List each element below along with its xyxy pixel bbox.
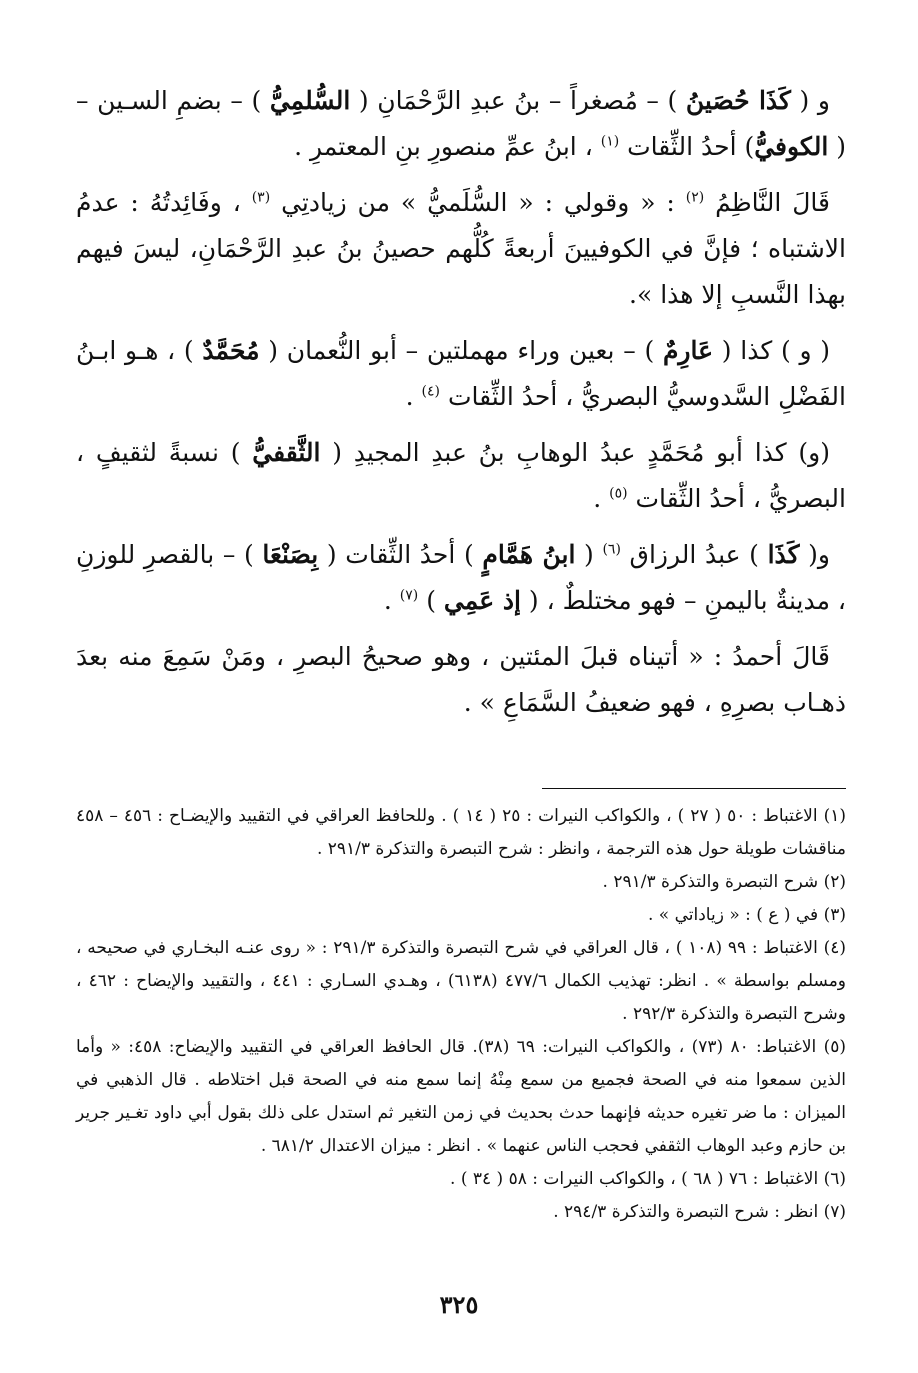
bold-term: الكوفيُّ — [754, 132, 829, 161]
text-run: ) — [418, 586, 444, 615]
footnote-6: (٦) الاغتباط : ٧٦ ( ٦٨ ) ، والكواكب النيرات : ٥٨ ( ٣٤ ) . — [450, 1169, 846, 1189]
main-text — [76, 78, 846, 736]
paragraph-5 — [76, 532, 846, 624]
footnote-ref: (٦) — [602, 541, 621, 558]
footnote-ref: (٥) — [609, 485, 628, 502]
footnote-3: (٣) في ( ع ) : « زياداتي » . — [648, 905, 846, 925]
paragraph-4 — [76, 430, 846, 522]
text-run: ) أحدُ الثِّقات — [619, 132, 755, 161]
footnote-ref: (١) — [600, 133, 620, 150]
text-run: ) – بالقصرِ للوزنِ ، مدينةٌ باليمنِ – فهو مختلطٌ ، ( — [76, 540, 846, 615]
text-run: و ( — [790, 86, 830, 115]
footnote-2: (٢) شرح التبصرة والتذكرة ٢٩١/٣ . — [602, 872, 846, 892]
bold-term: بِصَنْعَا — [262, 540, 319, 569]
paragraph-6 — [76, 634, 846, 726]
text-run: ) – بعين وراء مهملتين – أبو النُّعمان ( — [259, 336, 663, 365]
bold-term: إذ عَمِي — [443, 586, 521, 615]
footnote-ref: (٣) — [251, 189, 271, 206]
footnote-4: (٤) الاغتباط : ٩٩ (١٠٨ ) ، قال العراقي في شرح التبصرة والتذكرة ٢٩١/٣ : « روى عنـه البخـاري في صحيحه ، ومسلم بواسطة » . انظر: تهذيب الكمال ٤٧٧/٦ (٦١٣٨) ، وهـدي السـاري : ٤٤١ ، والتقييد والإيضاح : ٤٦٢ ، وشرح التبصرة والتذكرة ٢٩٢/٣ . — [76, 938, 847, 1024]
text-run: ( — [575, 540, 603, 569]
bold-term: كَذَا — [767, 540, 800, 569]
text-run: ) نسبةً لثقيفٍ ، البصريُّ ، أحدُ الثِّقات — [76, 438, 846, 513]
paragraph-2 — [76, 180, 846, 318]
footnote-7: (٧) انظر : شرح التبصرة والتذكرة ٢٩٤/٣ . — [553, 1202, 846, 1222]
text-run: ، وفَائِدتُهُ : عدمُ الاشتباه ؛ فإنَّ في الكوفيينَ أربعةً كُلُّهم حصينُ بنُ عبدِ الرَّحْمَانِ، ليسَ فيهم بهذا النَّسبِ إلا هذا ». — [76, 188, 846, 309]
footnote-separator — [542, 788, 846, 789]
text-run: . — [405, 382, 422, 411]
text-run: : « وقولي : « السُّلَميُّ » من زيادتِي — [270, 188, 686, 217]
bold-term: كَذَا حُصَينُ — [685, 86, 791, 115]
text-run: . — [383, 586, 400, 615]
text-run: ، ابنُ عمِّ منصورِ بنِ المعتمرِ . — [294, 132, 601, 161]
text-run: قَالَ النَّاظِمُ — [704, 188, 830, 217]
bold-term: ابنُ هَمَّامٍ — [482, 540, 576, 569]
bold-term: عَارِمٌ — [662, 336, 714, 365]
text-run: ) عبدُ الرزاق — [620, 540, 768, 569]
page-number: ٣٢٥ — [439, 1290, 479, 1319]
footnote-5: (٥) الاغتباط: ٨٠ (٧٣) ، والكواكب النيرات: ٦٩ (٣٨). قال الحافظ العراقي في التقييد والإيضاح: ٤٥٨: « وأما الذين سمعوا منه في الصحة فجميع من سمع مِنْهُ إنما سمع منه في الصحة قبل اختلاطه . قال الذهبي في الميزان : ما ضر تغيره حديثه فإنهما حدث بحديث في زمن التغير ثم استدل على ذلك بقول أبي داود تغـير جرير بن حازم وعبد الوهاب الثقفي فحجب الناس عنهما » . انظر : ميزان الاعتدال ٦٨١/٢ . — [76, 1037, 847, 1156]
text-run: و( — [799, 540, 831, 569]
text-run: . — [593, 484, 610, 513]
text-run: قَالَ أحمدُ : « أتيناه قبلَ المئتين ، وهو صحيحُ البصرِ ، ومَنْ سَمِعَ منه بعدَ ذهـاب بصرِهِ ، فهو ضعيفُ السَّمَاعِ » . — [76, 642, 846, 717]
text-run: ) – بضمِ السـين – ( — [76, 86, 846, 161]
text-run: ) أحدُ الثِّقات ( — [318, 540, 483, 569]
text-run: ) ، هـو ابـنُ الفَضْلِ السَّدوسيُّ البصريُّ ، أحدُ الثِّقات — [76, 336, 846, 411]
bold-term: مُحَمَّدٌ — [202, 336, 260, 365]
bold-term: السُّلمِيُّ — [269, 86, 351, 115]
bold-term: الثَّقفيُّ — [252, 438, 321, 467]
footnote-ref: (٧) — [399, 587, 419, 604]
text-run: ) – مُصغراً – بنُ عبدِ الرَّحْمَانِ ( — [350, 86, 686, 115]
paragraph-1 — [76, 78, 846, 170]
footnote-ref: (٢) — [685, 189, 705, 206]
footnote-1: (١) الاغتباط : ٥٠ ( ٢٧ ) ، والكواكب النيرات : ٢٥ ( ١٤ ) . وللحافظ العراقي في التقييد والإيضـاح : ٤٥٦ – ٤٥٨ مناقشات طويلة حول هذه الترجمة ، وانظر : شرح التبصرة والتذكرة ٢٩١/٣ . — [76, 806, 846, 859]
footnotes — [76, 800, 846, 1229]
text-run: ( و ) كذا ( — [713, 336, 830, 365]
text-run: (و) كذا أبو مُحَمَّدٍ عبدُ الوهابِ بنُ عبدِ المجيدِ ( — [320, 438, 830, 467]
paragraph-3 — [76, 328, 846, 420]
footnote-ref: (٤) — [421, 383, 440, 400]
